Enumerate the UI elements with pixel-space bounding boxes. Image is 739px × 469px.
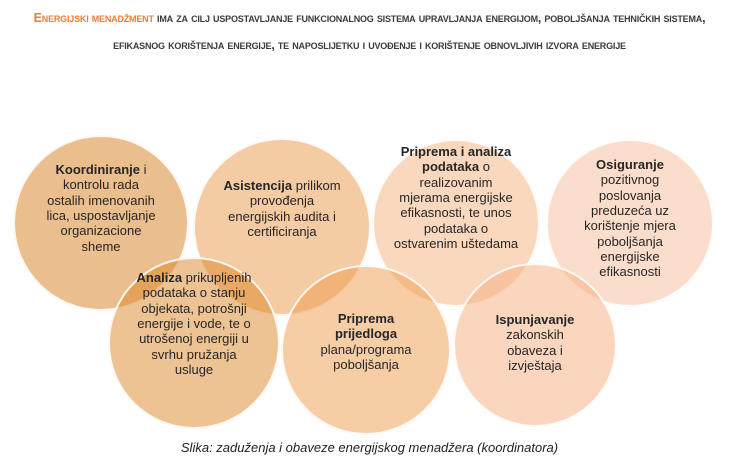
circle-asistencija-title: Asistencija [223,178,293,193]
circle-priprema-i-analiza-podataka-label [393,144,519,251]
circle-asistencija-label [220,178,344,239]
heading-highlight: Energijski menadžment [33,11,154,25]
circle-analiza-text: prikupljenih podataka o stanju objekata, potrošnji energije i vode, te o utrošenoj energiji u svrhu pružanja usluge [137,270,252,377]
circle-priprema-i-analiza-podataka-text: o realizovanim mjerama energijske efikasnosti, te unos podataka o ostvarenim uštedama [393,159,519,251]
circle-koordiniranje-text: i kontrolu rada ostalih imenovanih lica, uspostavljanje organizacione sheme [46,162,156,254]
circle-ispunjavanje-text: zakonskih obaveza i izvještaja [506,327,564,373]
circle-koordiniranje-title: Koordiniranje [55,162,140,177]
circle-osiguranje-label [571,157,689,280]
circle-analiza-title: Analiza [136,270,183,285]
circle-priprema-prijedloga-label [314,311,418,372]
circle-ispunjavanje-label [486,312,584,373]
circle-priprema-prijedloga-text: plana/programa poboljšanja [320,341,412,372]
circle-priprema-i-analiza-podataka-title: Priprema i analiza podataka [400,144,512,175]
circle-analiza-label [133,270,255,377]
circle-osiguranje-title: Osiguranje [596,157,664,172]
circle-osiguranje-text: pozitivnog poslovanja preduzeća uz korištenje mjera poboljšanja energijske efikasnosti [584,172,676,280]
circle-koordiniranje-label [43,162,159,254]
heading [16,5,723,59]
heading-text: ima za cilj uspostavljanje funkcionalnog sistema upravljanja energijom, poboljšanja tehničkih sistema, efikasnog korištenja energije, te naposlijetku i uvođenje i korištenje obnovljivih izvora energije [113,11,706,52]
figure-caption: Slika: zaduženja i obaveze energijskog menadžera (koordinatora) [180,440,559,455]
circle-asistencija-text: prilikom provođenja energijskih audita i certificiranja [228,178,341,239]
circle-ispunjavanje-title: Ispunjavanje [495,312,575,327]
circle-priprema-prijedloga-title: Priprema prijedloga [334,311,398,342]
